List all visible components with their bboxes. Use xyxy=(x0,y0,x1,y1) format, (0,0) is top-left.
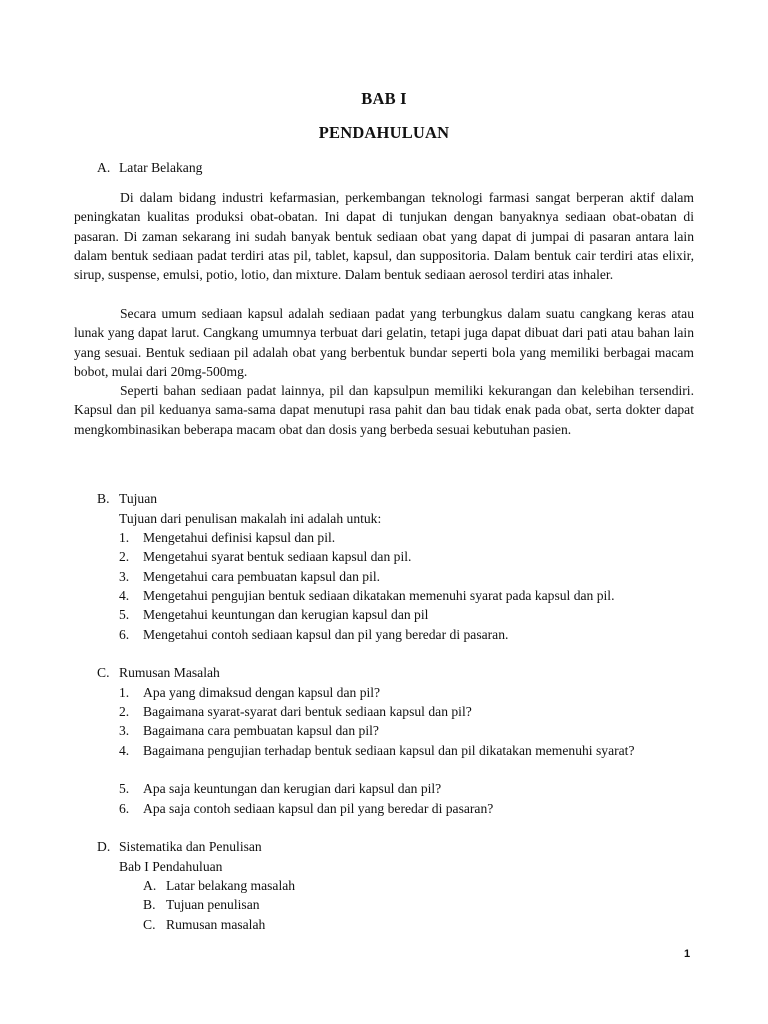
list-item-number: 1. xyxy=(119,685,130,700)
list-item: Bagaimana syarat-syarat dari bentuk sediaan kapsul dan pil? xyxy=(143,704,472,719)
list-item-number: 6. xyxy=(119,627,130,642)
chapter-heading: BAB I xyxy=(361,89,407,108)
section-c-title: Rumusan Masalah xyxy=(119,665,220,680)
list-item: Bagaimana cara pembuatan kapsul dan pil? xyxy=(143,723,379,738)
list-item-number: 4. xyxy=(119,588,130,603)
section-a-paragraph-2: Secara umum sediaan kapsul adalah sediaan padat yang terbungkus dalam suatu cangkang keras atau lunak yang dapat larut. Cangkang umumnya terbuat dari gelatin, tetapi juga dapat dibuat dari pati atau bahan lain yang sesuai. Bentuk sediaan pil adalah obat yang berbentuk bundar seperti bola yang memiliki berbagai macam bobot, mulai dari 20mg-500mg. xyxy=(74,306,694,379)
list-item-number: 3. xyxy=(119,723,130,738)
section-d-title: Sistematika dan Penulisan xyxy=(119,839,262,854)
list-item-number: C. xyxy=(143,917,156,932)
section-d-label: D. xyxy=(97,839,111,854)
list-item-number: 5. xyxy=(119,607,130,622)
list-item-number: A. xyxy=(143,878,157,893)
list-item: Rumusan masalah xyxy=(166,917,266,932)
list-item: Bagaimana pengujian terhadap bentuk sediaan kapsul dan pil dikatakan memenuhi syarat? xyxy=(143,743,635,758)
list-item: Tujuan penulisan xyxy=(166,897,260,912)
list-item: Mengetahui definisi kapsul dan pil. xyxy=(143,530,336,545)
list-item-number: 4. xyxy=(119,743,130,758)
section-b-label: B. xyxy=(97,491,110,506)
section-b-intro: Tujuan dari penulisan makalah ini adalah untuk: xyxy=(119,511,382,526)
list-item: Mengetahui pengujian bentuk sediaan dikatakan memenuhi syarat pada kapsul dan pil. xyxy=(143,588,615,603)
list-item: Apa saja keuntungan dan kerugian dari kapsul dan pil? xyxy=(143,781,442,796)
list-item-number: B. xyxy=(143,897,156,912)
list-item: Apa yang dimaksud dengan kapsul dan pil? xyxy=(143,685,381,700)
section-b-title: Tujuan xyxy=(119,491,158,506)
list-item: Apa saja contoh sediaan kapsul dan pil yang beredar di pasaran? xyxy=(143,801,494,816)
section-a-paragraph-3: Seperti bahan sediaan padat lainnya, pil dan kapsulpun memiliki kekurangan dan kelebihan tersendiri. Kapsul dan pil keduanya sama-sama dapat menutupi rasa pahit dan bau tidak enak pada obat, serta dokter dapat mengkombinasikan beberapa macam obat dan dosis yang berbeda sesuai kebutuhan pasien. xyxy=(74,383,694,437)
section-c-label: C. xyxy=(97,665,110,680)
list-item: Mengetahui cara pembuatan kapsul dan pil. xyxy=(143,569,381,584)
page-number: 1 xyxy=(684,948,691,960)
section-a-title: Latar Belakang xyxy=(119,160,203,175)
list-item-number: 3. xyxy=(119,569,130,584)
section-a-paragraph-1: Di dalam bidang industri kefarmasian, perkembangan teknologi farmasi sangat berperan aktif dalam peningkatan kualitas produksi obat-obatan. Ini dapat di tunjukan dengan banyaknya sediaan obat-obatan di pasaran. Di zaman sekarang ini sudah banyak bentuk sediaan obat yang dapat di jumpai di pasaran antara lain dalam bentuk sediaan padat terdiri atas pil, tablet, kapsul, dan suppositoria. Dalam bentuk cair terdiri atas elixir, sirup, suspense, emulsi, potio, lotio, dan mixture. Dalam bentuk sediaan aerosol terdiri atas inhaler. xyxy=(74,190,694,283)
list-item: Mengetahui keuntungan dan kerugian kapsul dan pil xyxy=(143,607,429,622)
list-item: Mengetahui contoh sediaan kapsul dan pil yang beredar di pasaran. xyxy=(143,627,509,642)
chapter-title: PENDAHULUAN xyxy=(318,123,450,142)
section-a-label: A. xyxy=(97,160,111,175)
list-item-number: 2. xyxy=(119,704,130,719)
list-item-number: 6. xyxy=(119,801,130,816)
section-d-chapter: Bab I Pendahuluan xyxy=(119,859,223,874)
list-item-number: 1. xyxy=(119,530,130,545)
list-item-number: 2. xyxy=(119,549,130,564)
list-item: Mengetahui syarat bentuk sediaan kapsul dan pil. xyxy=(143,549,412,564)
list-item: Latar belakang masalah xyxy=(166,878,296,893)
list-item-number: 5. xyxy=(119,781,130,796)
